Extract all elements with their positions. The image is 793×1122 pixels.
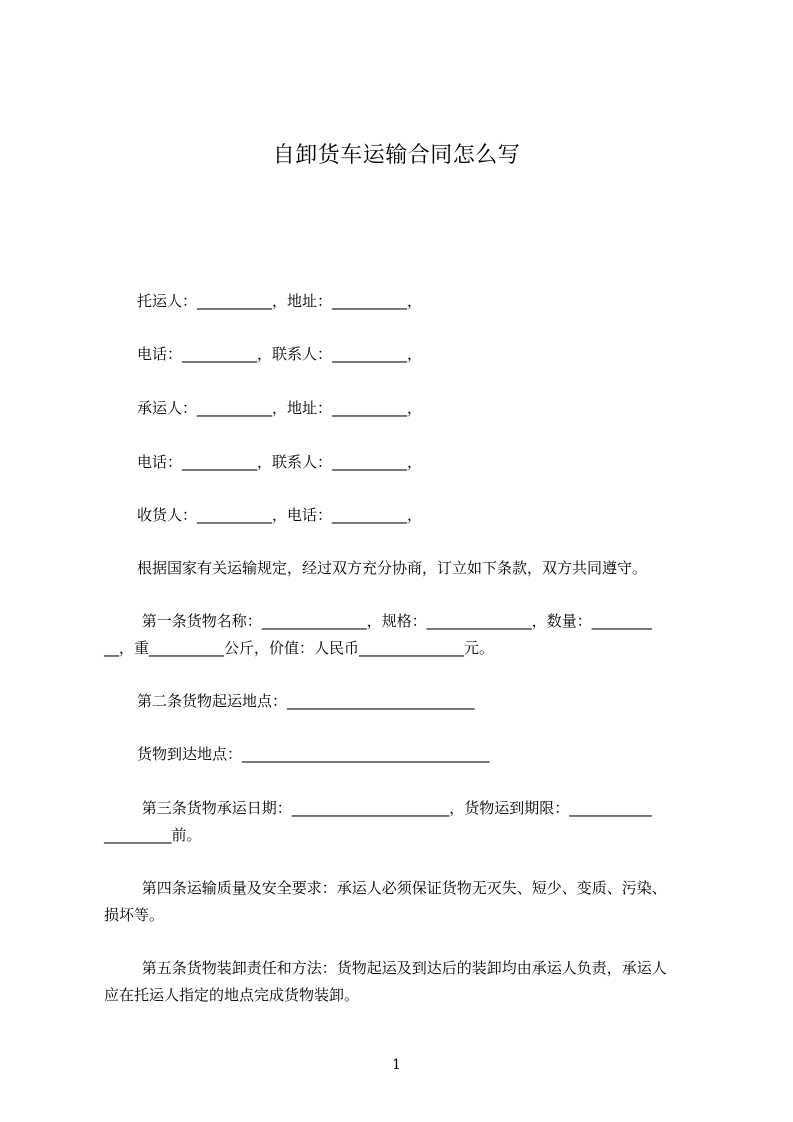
paragraph-line: 根据国家有关运输规定，经过双方充分协商，订立如下条款，双方共同遵守。 [137, 559, 648, 577]
paragraph-shipper [104, 288, 704, 315]
paragraph-line: 第三条货物承运日期：_____________________，货物运到期限：___________ [137, 799, 652, 817]
paragraph-consignee [104, 502, 704, 529]
paragraph-destination [104, 741, 704, 768]
paragraph-line: 收货人：__________，电话：__________， [137, 506, 423, 524]
paragraph-line: 电话：__________，联系人：__________， [137, 345, 423, 363]
paragraph-carrier-phone [104, 449, 704, 476]
document-title: 自卸货车运输合同怎么写 [272, 143, 521, 168]
paragraph-carrier [104, 395, 704, 422]
paragraph-line: 第二条货物起运地点：_________________________ [137, 692, 475, 710]
paragraph-article-2 [104, 688, 704, 715]
paragraph-line: 应在托运人指定的地点完成货物装卸。 [104, 986, 360, 1004]
paragraph-line: 损坏等。 [104, 906, 165, 924]
paragraph-line: 第四条运输质量及安全要求：承运人必须保证货物无灭失、短少、变质、污染、 [137, 879, 667, 897]
paragraph-article-3 [104, 795, 704, 849]
paragraph-line: 货物到达地点：_________________________________ [137, 745, 490, 763]
paragraph-line: 承运人：__________，地址：__________， [137, 399, 423, 417]
paragraph-article-4 [104, 875, 704, 929]
paragraph-line: __，重__________公斤，价值：人民币______________元。 [104, 639, 495, 657]
paragraph-preamble [104, 555, 704, 582]
paragraph-line: 托运人：__________，地址：__________， [137, 292, 423, 310]
paragraph-line: _________前。 [104, 826, 202, 844]
paragraph-line: 第一条货物名称：______________，规格：______________，数量：________ [137, 612, 652, 630]
paragraph-article-5 [104, 955, 704, 1009]
page-number: 1 [392, 1057, 401, 1073]
paragraph-article-1 [104, 608, 704, 662]
paragraph-shipper-phone [104, 341, 704, 368]
paragraph-line: 电话：__________，联系人：__________， [137, 453, 423, 471]
paragraph-line: 第五条货物装卸责任和方法：货物起运及到达后的装卸均由承运人负责，承运人 [137, 959, 667, 977]
